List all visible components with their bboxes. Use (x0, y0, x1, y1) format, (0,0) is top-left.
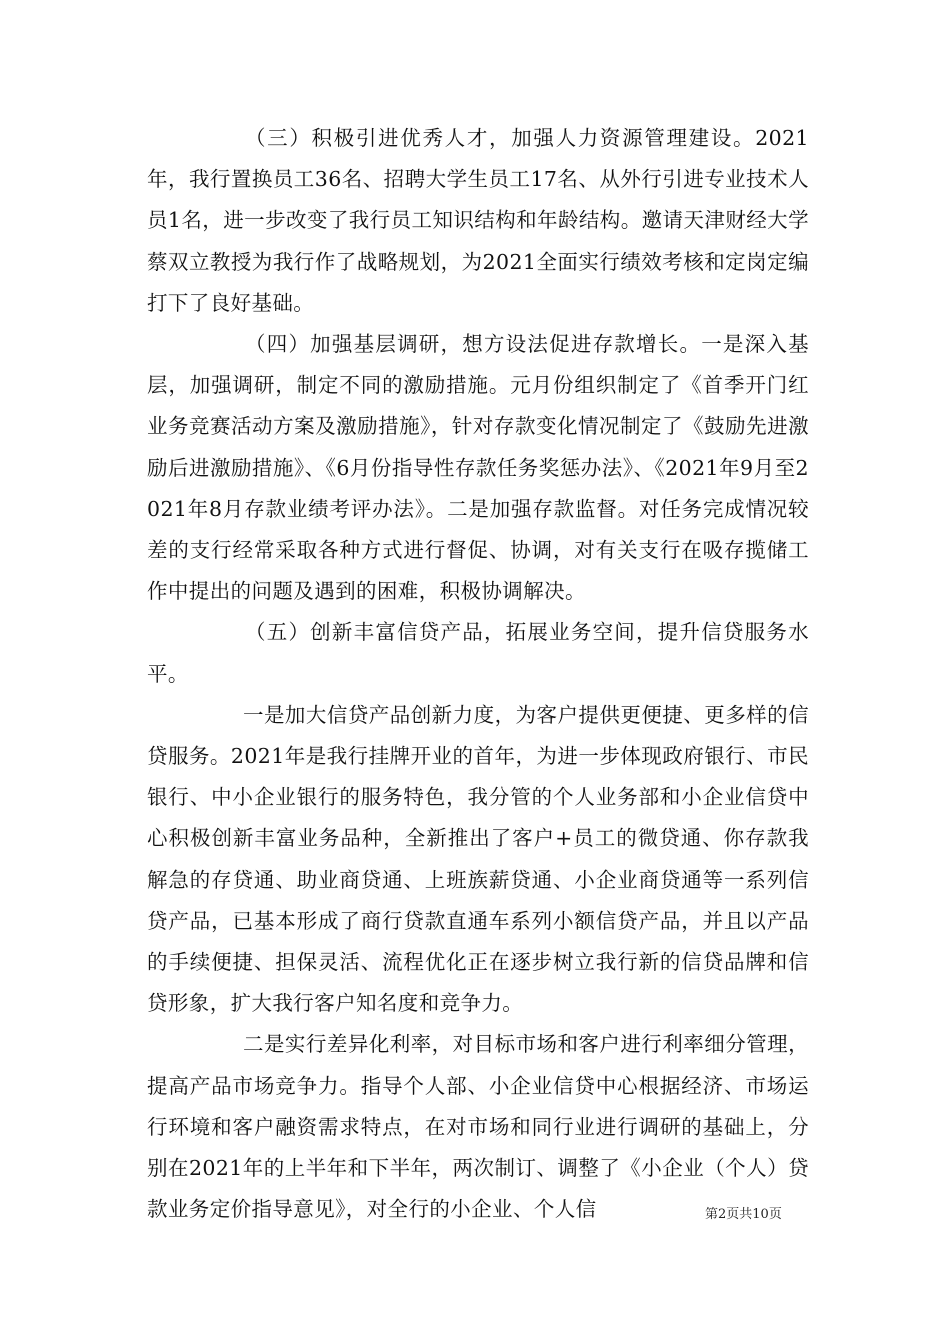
paragraph-deposits: （四）加强基层调研，想方设法促进存款增长。一是深入基层，加强调研，制定不同的激励措施。元月份组织制定了《首季开门红业务竞赛活动方案及激励措施》，针对存款变化情况制定了《鼓励先进激励后进激励措施》、《6月份指导性存款任务奖惩办法》、《2021年9月至2021年8月存款业绩考评办法》。二是加强存款监督。对任务完成情况较差的支行经常采取各种方式进行督促、协调，对有关支行在吸存揽储工作中提出的问题及遇到的困难，积极协调解决。 (147, 332, 809, 604)
page-number-footer: 第2页共10页 (705, 1207, 782, 1222)
paragraph-credit-heading: （五）创新丰富信贷产品，拓展业务空间，提升信贷服务水平。 (147, 620, 809, 686)
paragraph-talent: （三）积极引进优秀人才，加强人力资源管理建设。2021年，我行置换员工36名、招聘大学生员工17名、从外行引进专业技术人员1名，进一步改变了我行员工知识结构和年龄结构。邀请天津财经大学蔡双立教授为我行作了战略规划，为2021全面实行绩效考核和定岗定编打下了良好基础。 (147, 126, 809, 315)
document-body (147, 118, 809, 1230)
paragraph-credit-innovation: 一是加大信贷产品创新力度，为客户提供更便捷、更多样的信贷服务。2021年是我行挂牌开业的首年，为进一步体现政府银行、市民银行、中小企业银行的服务特色，我分管的个人业务部和小企业信贷中心积极创新丰富业务品种，全新推出了客户+员工的微贷通、你存款我解急的存贷通、助业商贷通、上班族薪贷通、小企业商贷通等一系列信贷产品，已基本形成了商行贷款直通车系列小额信贷产品，并且以产品的手续便捷、担保灵活、流程优化正在逐步树立我行新的信贷品牌和信贷形象，扩大我行客户知名度和竞争力。 (147, 702, 809, 1016)
paragraph-interest-rates: 二是实行差异化利率，对目标市场和客户进行利率细分管理，提高产品市场竞争力。指导个人部、小企业信贷中心根据经济、市场运行环境和客户融资需求特点，在对市场和同行业进行调研的基础上，分别在2021年的上半年和下半年，两次制订、调整了《小企业（个人）贷款业务定价指导意见》，对全行的小企业、个人信 (147, 1032, 809, 1222)
